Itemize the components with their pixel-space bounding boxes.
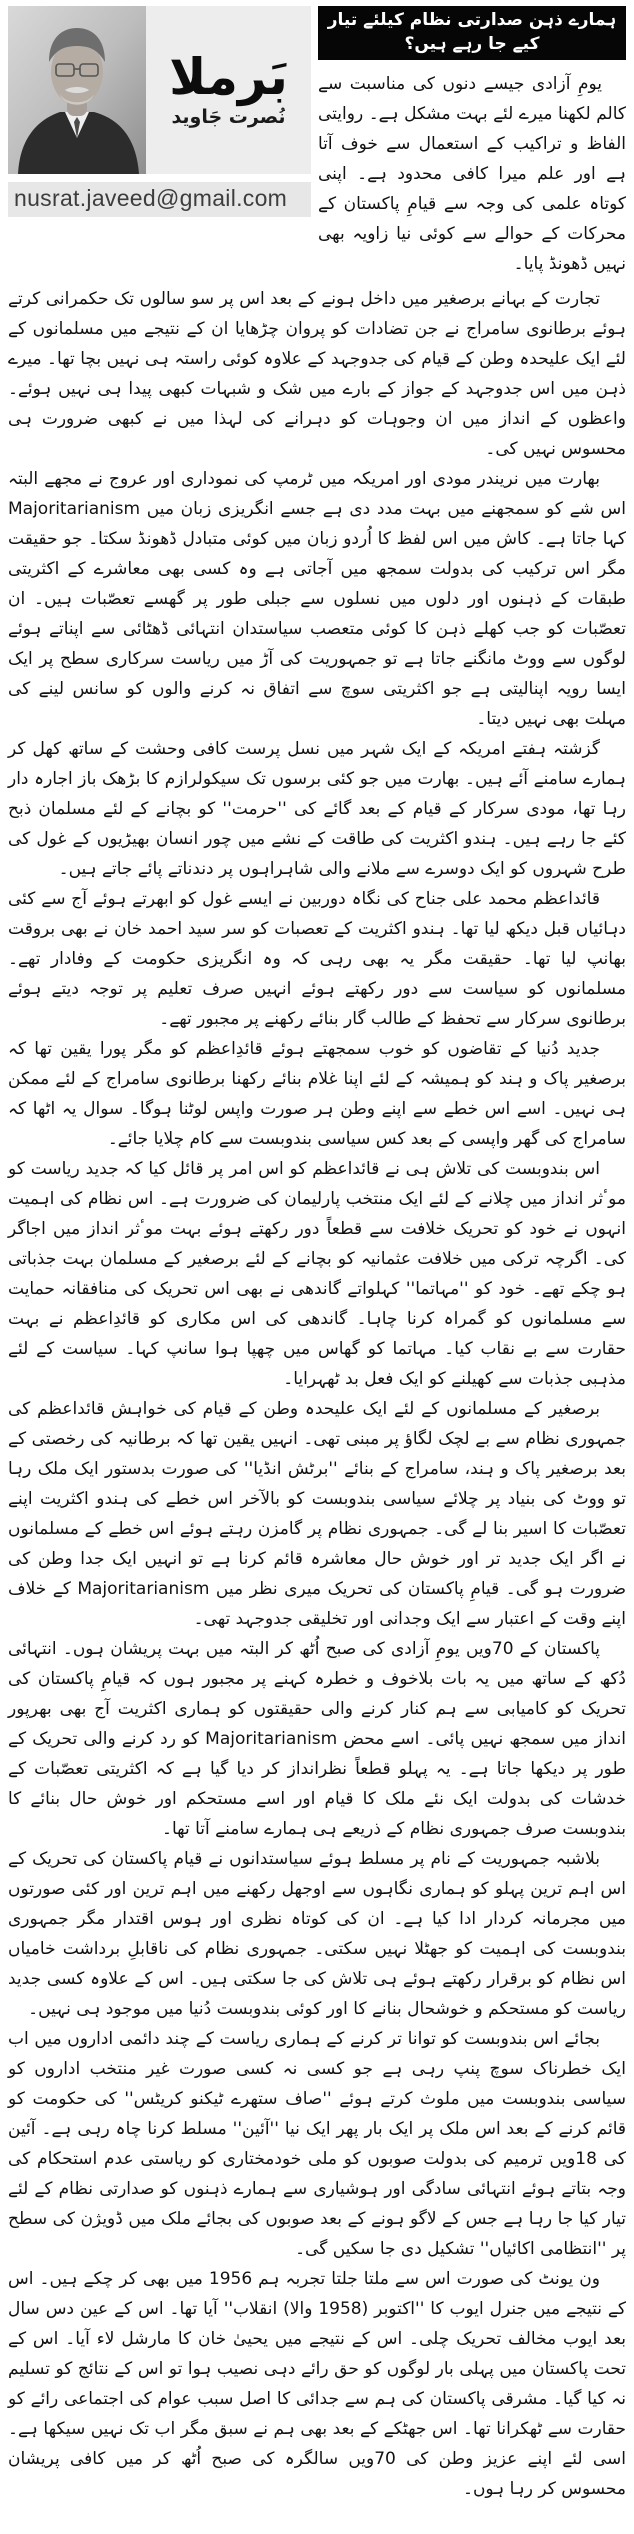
article-body xyxy=(8,284,626,2504)
article-paragraph: پاکستان کے 70ویں یومِ آزادی کی صبح اُٹھ کر البتہ میں بہت پریشان ہوں۔ انتہائی دُکھ کے ساتھ میں یہ بات بلاخوف و خطرہ کہنے پر مجبور ہوں کہ قیامِ پاکستان کی تحریک کو کامیابی سے ہم کنار کرنے والی حقیقتوں کو ہماری اکثریت آج بھی بھرپور انداز میں سمجھ نہیں پائی۔ اسے محض Majoritarianism کو رد کرنے والی تحریک کے طور پر دیکھا جاتا ہے۔ یہ پہلو قطعاً نظرانداز کر دیا گیا ہے کہ اکثریتی تعصّبات کے خدشات کی بدولت ایک نئے ملک کا قیام اور اسے مستحکم اور خوش حال بنائے کا بندوبست صرف جمہوری نظام کے ذریعے ہی ہمارے سامنے آتا تھا۔ xyxy=(8,1638,626,1839)
article-paragraph: قائداعظم محمد علی جناح کی نگاہ دوربین نے ایسے غول کو ابھرتے ہوئے آج سے کئی دہائیاں قبل دیکھ لیا تھا۔ ہندو اکثریت کے تعصبات کو سر سید احمد خان نے بھی بروقت بھانپ لیا تھا۔ حقیقت مگر یہ بھی رہی کہ وہ انگریزی حکومت کے وفادار تھے۔ مسلمانوں کو سیاست سے دور رکھتے ہوئے انہیں صرف تعلیم پر توجہ دیتے ہوئے برطانوی سرکار سے تحفظ کے طالب گار بنائے رکھنے پر مجبور تھے۔ xyxy=(8,888,626,1029)
headline-column xyxy=(318,6,626,279)
author-photo xyxy=(8,6,146,174)
article-paragraph: تجارت کے بہانے برصغیر میں داخل ہونے کے بعد اس پر سو سالوں تک حکمرانی کرتے ہوئے برطانوی سامراج نے جن تضادات کو پروان چڑھایا ان کے نتیجے میں مسلمانوں کے لئے ایک علیحدہ وطن کے قیام کی جدوجہد کے علاوہ کوئی راستہ ہی نہیں بچا تھا۔ میرے ذہن میں اس جدوجہد کے جواز کے بارے میں شک و شبہات کبھی پیدا ہی نہیں ہوئے۔ واعظوں کے انداز میں ان وجوہات کو دہرانے کی لہذا میں نے کبھی ضرورت ہی محسوس نہیں کی۔ xyxy=(8,288,626,459)
article-paragraph: گزشتہ ہفتے امریکہ کے ایک شہر میں نسل پرست کافی وحشت کے ساتھ کھل کر ہمارے سامنے آئے ہیں۔ بھارت میں جو کئی برسوں تک سیکولرازم کا بڑھک باز اجارہ دار رہا تھا، مودی سرکار کے قیام کے بعد گائے کی ''حرمت'' کو بچانے کے لئے مسلمان ذبح کئے جا رہے ہیں۔ ہندو اکثریت کی طاقت کے نشے میں چور انسان بھیڑیوں کے غول کی طرح شہروں کو ایک دوسرے سے ملانے والی شاہراہوں پر دندناتے پائے جاتے ہیں۔ xyxy=(8,738,626,879)
article-paragraph: جدید دُنیا کے تقاضوں کو خوب سمجھتے ہوئے قائدِاعظم کو مگر پورا یقین تھا کہ برصغیر پاک و ہند کو ہمیشہ کے لئے اپنا غلام بنائے رکھنا برطانوی سامراج کے لئے ممکن ہی نہیں۔ اسے اس خطے سے اپنے وطن ہر صورت واپس لوٹنا ہوگا۔ سوال یہ اٹھا کہ سامراج کی گھر واپسی کے بعد کس سیاسی بندوبست سے کام چلایا جائے۔ xyxy=(8,1038,626,1149)
portrait-illustration xyxy=(8,6,146,174)
column-logo-title: بَرملا xyxy=(169,48,288,106)
author-block xyxy=(8,6,311,279)
lead-paragraph: یومِ آزادی جیسے دنوں کی مناسبت سے کالم لکھنا میرے لئے بہت مشکل ہے۔ روایتی الفاظ و تراکیب کے استعمال سے خوف آتا ہے اور علم میرا کافی محدود ہے۔ اپنی کوتاہ علمی کی وجہ سے قیامِ پاکستان کے محرکات کے حوالے سے کوئی نیا زاویہ بھی نہیں ڈھونڈ پایا۔ xyxy=(318,73,626,274)
column-author-name: نُصرت جَاوید xyxy=(171,106,286,128)
page-header xyxy=(8,6,626,279)
column-logo-box xyxy=(146,6,311,174)
article-paragraph: بلاشبہ جمہوریت کے نام پر مسلط ہوئے سیاستدانوں نے قیام پاکستان کی تحریک کے اس اہم ترین پہلو کو ہماری نگاہوں سے اوجھل رکھنے میں اہم ترین اور کئی صورتوں میں مجرمانہ کردار ادا کیا ہے۔ ان کی کوتاہ نظری اور ہوس اقتدار مگر جمہوری بندوبست کی اہمیت کو جھٹلا نہیں سکتی۔ جمہوری نظام کی ناقابلِ برداشت خامیاں اس نظام کو برقرار رکھتے ہوئے ہی تلاش کی جا سکتی ہیں۔ اس کے علاوہ کسی جدید ریاست کو مستحکم و خوشحال بنانے کا اور کوئی بندوبست دُنیا میں موجود ہی نہیں۔ xyxy=(8,1848,626,2019)
article-paragraph: برصغیر کے مسلمانوں کے لئے ایک علیحدہ وطن کے قیام کی خواہش قائداعظم کی جمہوری نظام سے بے لچک لگاؤ پر مبنی تھی۔ انہیں یقین تھا کہ برطانیہ کی رخصتی کے بعد برصغیر پاک و ہند، سامراج کے بنائے ''برٹش انڈیا'' کی صورت بدستور ایک ملک رہا تو ووٹ کی بنیاد پر چلائے سیاسی بندوبست کو بالآخر اس خطے کی ہندو اکثریت اپنے تعصّبات کا اسیر بنا لے گی۔ جمہوری نظام پر گامزن رہتے ہوئے اس خطے کے مسلمانوں نے اگر ایک جدید تر اور خوش حال معاشرہ قائم کرنا ہے تو انہیں ایک جدا وطن کی ضرورت ہو گی۔ قیامِ پاکستان کی تحریک میری نظر میں Majoritarianism کے خلاف اپنے وقت کے اعتبار سے ایک وجدانی اور تخلیقی جدوجہد تھی۔ xyxy=(8,1398,627,1629)
article-paragraph: اس بندوبست کی تلاش ہی نے قائداعظم کو اس امر پر قائل کیا کہ جدید ریاست کو موٴثر انداز میں چلانے کے لئے ایک منتخب پارلیمان کی ضرورت ہے۔ اس نظام کی اہمیت انہوں نے خود کو تحریک خلافت سے قطعاً دور رکھتے ہوئے بہت موٴثر انداز میں اجاگر کی۔ اگرچہ ترکی میں خلافت عثمانیہ کو بچانے کے لئے برصغیر کے مسلمان بہت جذباتی ہو چکے تھے۔ خود کو ''مہاتما'' کہلواتے گاندھی نے بھی اس تحریک کی منافقانہ حمایت سے مسلمانوں کو گمراہ کرنا چاہا۔ گاندھی کی اس مکاری کو قائدِاعظم نے بہت حقارت سے بے نقاب کیا۔ مہاتما کو گھاس میں چھپا ہوا سانپ کہا۔ سیاست کے لئے مذہبی جذبات سے کھیلنے کو ایک فعل بد ٹھہرایا۔ xyxy=(8,1158,626,1389)
article-paragraph: بجائے اس بندوبست کو توانا تر کرنے کے ہماری ریاست کے چند دائمی اداروں میں اب ایک خطرناک سوچ پنپ رہی ہے جو کسی نہ کسی صورت غیر منتخب اداروں کو سیاسی بندوبست میں ملوث کرتے ہوئے ''صاف ستھرے ٹیکنو کریٹس'' کی حکومت کو قائم کرنے کے بعد اس ملک پر ایک بار پھر ایک نیا ''آئین'' مسلط کرنا چاہ رہی ہے۔ آئین کی 18ویں ترمیم کی بدولت صوبوں کو ملی خودمختاری کو ریاستی عدم استحکام کی وجہ بتاتے ہوئے انتہائی سادگی اور ہوشیاری سے ہمارے ذہنوں کو صدارتی نظام کے لئے تیار کیا جا رہا ہے جس کے لاگو ہونے کے بعد صوبوں کی بجائے ملک میں ڈویژن کی سطح پر ''انتظامی اکائیاں'' تشکیل دی جا سکیں گی۔ xyxy=(8,2028,626,2259)
author-email: nusrat.javeed@gmail.com xyxy=(8,182,311,217)
article-paragraph: بھارت میں نریندر مودی اور امریکہ میں ٹرمپ کی نموداری اور عروج نے مجھے البتہ اس شے کو سمجھنے میں بہت مدد دی ہے جسے انگریزی زبان میں Majoritarianism کہا جاتا ہے۔ کاش میں اس لفظ کا اُردو زبان میں کوئی متبادل ڈھونڈ سکتا۔ جو حقیقت مگر اس ترکیب کی بدولت سمجھ میں آجاتی ہے وہ کسی بھی معاشرے کے اکثریتی طبقات کے ذہنوں اور دلوں میں نسلوں سے جبلی طور پر گھسے تعصّبات ہیں۔ ان تعصّبات کو جب کھلے ذہن کا کوئی متعصب سیاستدان انتہائی ڈھٹائی سے اپناتے ہوئے لوگوں سے ووٹ مانگنے جاتا ہے تو جمہوریت کی آڑ میں ریاست سرکاری سطح پر ایک ایسا رویہ اپنالیتی ہے جو اکثریتی سوچ سے اتفاق نہ کرنے والوں کو سانس لینے کی مہلت بھی نہیں دیتا۔ xyxy=(8,468,626,729)
headline: ہمارے ذہن صدارتی نظام کیلئے تیار کیے جا رہے ہیں؟ xyxy=(318,6,626,60)
author-photo-row xyxy=(8,6,311,174)
article-paragraph: ون یونٹ کی صورت اس سے ملتا جلتا تجربہ ہم 1956 میں بھی کر چکے ہیں۔ اس کے نتیجے میں جنرل ایوب کا ''اکتوبر (1958 والا) انقلاب'' آیا تھا۔ اس کے عین دس سال بعد ایوب مخالف تحریک چلی۔ اس کے نتیجے میں یحییٰ خان کا مارشل لاء آیا۔ اس کے تحت پاکستان میں پہلی بار لوگوں کو حق رائے دہی نصیب ہوا تو اس کے نتائج کو تسلیم نہ کیا گیا۔ مشرقی پاکستان کی ہم سے جدائی کا اصل سبب عوام کی اجتماعی رائے کو حقارت سے ٹھکرانا تھا۔ اس جھٹکے کے بعد بھی ہم نے سبق مگر اب تک نہیں سیکھا ہے۔ اسی لئے اپنے عزیز وطن کی 70ویں سالگرہ کی صبح اُٹھ کر میں کافی پریشان محسوس کر رہا ہوں۔ xyxy=(8,2268,626,2499)
